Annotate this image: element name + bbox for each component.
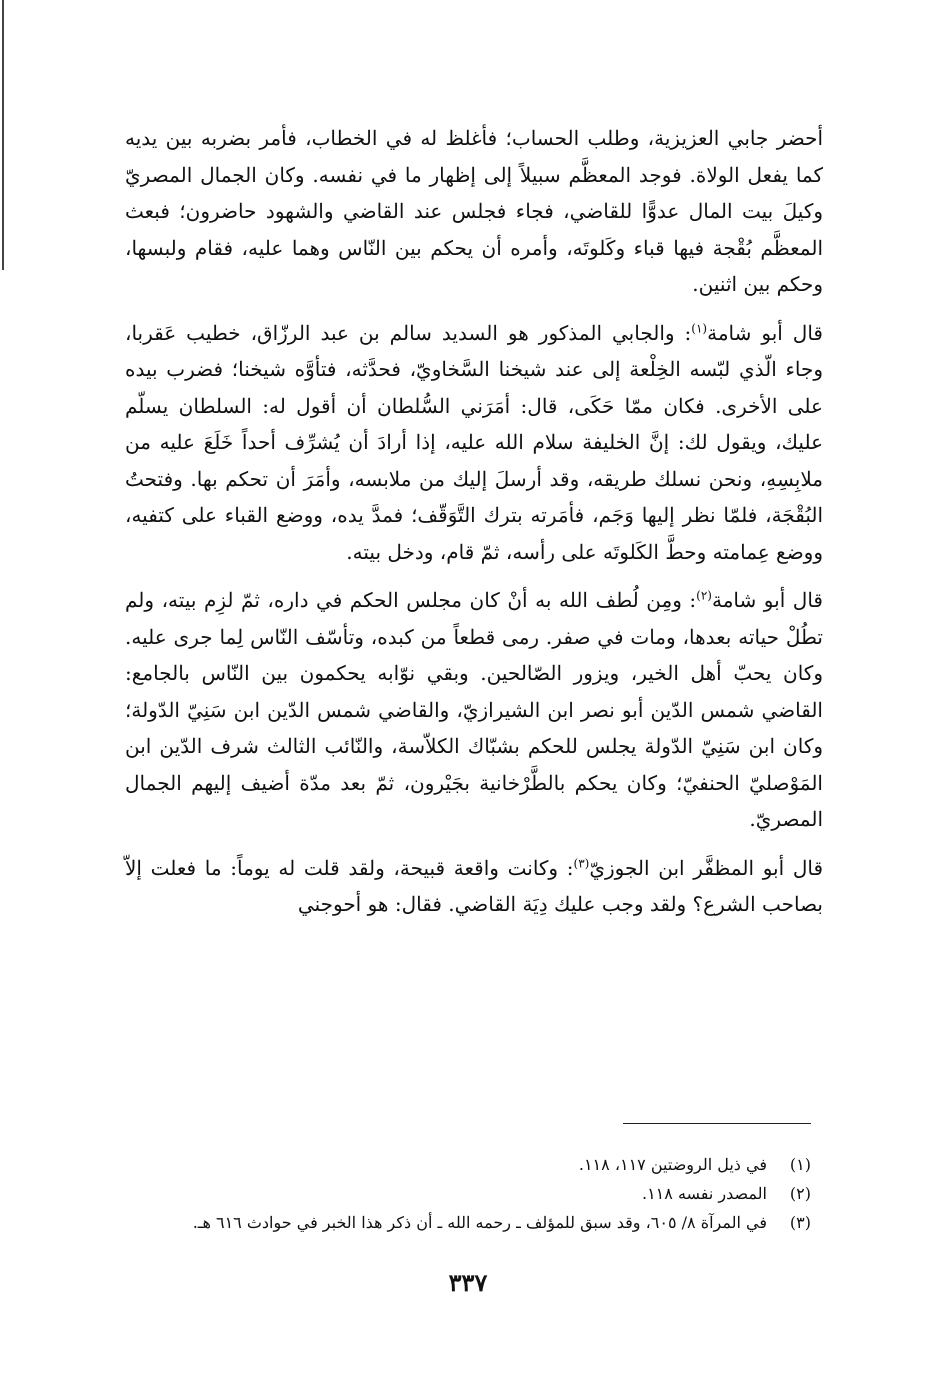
footnote-ref-1[interactable]: (١) <box>691 320 708 335</box>
footnote-ref-3[interactable]: (٣) <box>573 855 590 870</box>
paragraph-1 <box>125 120 823 303</box>
paragraph-4-lead: قال أبو المظفَّر ابن الجوزيّ <box>589 855 824 880</box>
paragraph-4 <box>125 850 823 923</box>
footnote-2-text: المصدر نفسه ١١٨. <box>641 1184 767 1203</box>
paragraph-3 <box>125 582 823 838</box>
footnote-3 <box>113 1208 811 1237</box>
footnote-separator <box>623 1123 811 1124</box>
page-edge-line <box>2 0 4 270</box>
footnote-1 <box>113 1150 811 1179</box>
footnote-2-number: (٢) <box>789 1184 811 1203</box>
page-body <box>125 120 823 923</box>
footnote-3-text: في المرآة ٨/ ٦٠٥، وقد سبق للمؤلف ـ رحمه الله ـ أن ذكر هذا الخبر في حوادث ٦١٦ هـ. <box>192 1213 767 1232</box>
footnote-1-number: (١) <box>789 1155 811 1174</box>
footnotes <box>113 1150 811 1237</box>
paragraph-2 <box>125 315 823 571</box>
footnote-3-number: (٣) <box>789 1213 811 1232</box>
paragraph-2-lead: قال أبو شامة <box>707 320 823 345</box>
footnote-ref-2[interactable]: (٢) <box>696 588 712 603</box>
paragraph-4-text: : وكانت واقعة قبيحة، ولقد قلت له يوماً: ما فعلت إلاّ بصاحب الشرع؟ ولقد وجب عليك دِيَة القاضي. فقال: هو أحوجني <box>125 855 823 916</box>
page-number: ٣٣٧ <box>448 1268 488 1297</box>
footnote-1-text: في ذيل الروضتين ١١٧، ١١٨. <box>578 1155 767 1174</box>
paragraph-1-text: أحضر جابي العزيزية، وطلب الحساب؛ فأغلظ له في الخطاب، فأمر بضربه بين يديه كما يفعل الولاة. فوجد المعظَّم سبيلاً إلى إظهار ما في نفسه. وكان الجمال المصريّ وكيلَ بيت المال عدوًّا للقاضي، فجاء فجلس عند القاضي والشهود حاضرون؛ فبعث المعظَّم بُقْجة فيها قباء وكَلوتَه، وأمره أن يحكم بين النّاس وهما عليه، فقام ولبسها، وحكم بين اثنين. <box>125 126 823 296</box>
paragraph-3-lead: قال أبو شامة <box>711 588 823 612</box>
footnote-2 <box>113 1179 811 1208</box>
paragraph-2-text: : والجابي المذكور هو السديد سالم بن عبد الرزّاق، خطيب عَقربا، وجاء الّذي لبّسه الخِلْعة إلى عند شيخنا السَّخاويّ، فحدَّثه، فتأوَّه شيخنا؛ فضرب بيده على الأخرى. فكان ممّا حَكَى، قال: أمَرَني السُّلطان أن أقول له: السلطان يسلّم عليك، ويقول لك: إنَّ الخليفة سلام الله عليه، إذا أرادَ أن يُشرِّف أحداً خَلَعَ عليه من ملابِسِهِ، ونحن نسلك طريقه، وقد أرسلَ إليك من ملابسه، وأمَرَ أن تحكم بها. وفتحتُ البُقْجَة، فلمّا نظر إليها وَجَم، فأمَرته بترك التَّوَقّف؛ فمدَّ يده، ووضع القباء على كتفيه، ووضع عِمامته وحطَّ الكَلوتَه على رأسه، ثمّ قام، ودخل بيته. <box>125 320 824 564</box>
paragraph-3-text: : ومِن لُطف الله به أنْ كان مجلس الحكم في داره، ثمّ لزِم بيته، ولم تطُلْ حياته بعدها، ومات في صفر. رمى قطعاً من كبده، وتأسّف النّاس لِما جرى عليه. وكان يحبّ أهل الخير، ويزور الصّالحين. وبقي نوّابه يحكمون بين النّاس بالجامع: القاضي شمس الدّين أبو نصر ابن الشيرازيّ، والقاضي شمس الدّين ابن سَنِيّ الدّولة؛ وكان ابن سَنِيّ الدّولة يجلس للحكم بشبّاك الكلاّسة، والنّائب الثالث شرف الدّين ابن المَوْصليّ الحنفيّ؛ وكان يحكم بالطَّرْخانية بجَيْرون، ثمّ بعد مدّة أضيف إليهم الجمال المصريّ. <box>125 588 823 831</box>
